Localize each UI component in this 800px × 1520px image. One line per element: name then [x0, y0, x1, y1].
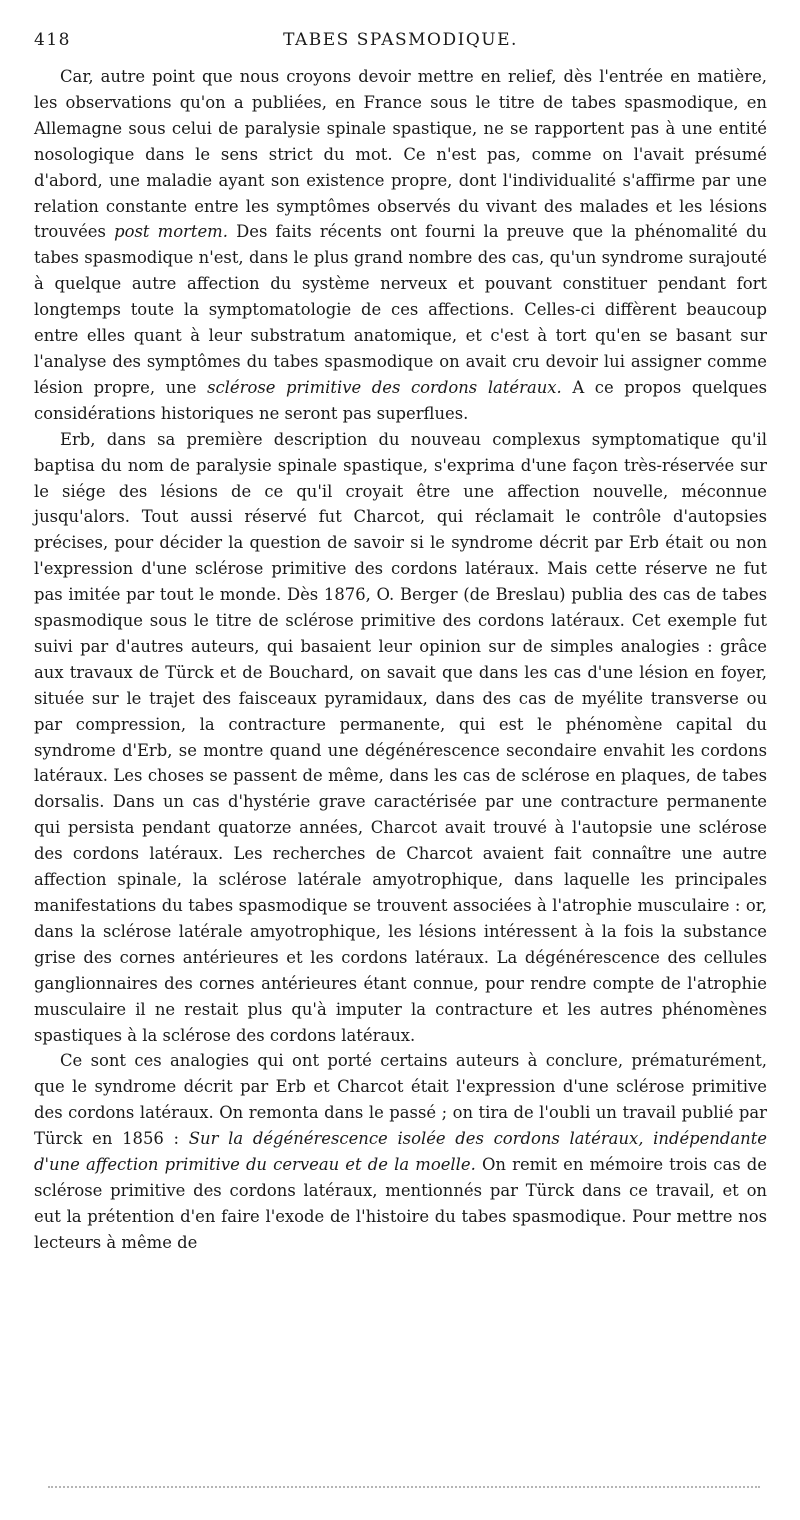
page-number: 418: [34, 30, 71, 50]
paragraph: [34, 427, 767, 1049]
paragraph: [34, 1048, 767, 1255]
page-bottom-rule: [48, 1486, 760, 1488]
page-header: [34, 22, 767, 52]
text-run: Car, autre point que nous croyons devoir mettre en relief, dès l'entrée en matière, les observations qu'on a publiées, en France sous le titre de tabes spasmodique, en Allemagne sous celui de paralysie spinale spastique, ne se rapportent pas à une entité nosologique dans le sens strict du mot. Ce n'est pas, comme on l'avait présumé d'abord, une maladie ayant son existence propre, dont l'individualité s'affirme par une relation constante entre les symptômes observés du vivant des malades et les lésions trouvées: [34, 67, 767, 242]
text-run: Des faits récents ont fourni la preuve que la phénomalité du tabes spasmodique n'est, dans le plus grand nombre des cas, qu'un syndrome surajouté à quelque autre affection du système nerveux et pouvant constituer pendant fort longtemps toute la symptomatologie de ces affections. Celles-ci diffèrent beaucoup entre elles quant à leur substratum anatomique, et c'est à tort qu'en se basant sur l'analyse des symptômes du tabes spasmodique on avait cru devoir lui assigner comme lésion propre, une: [34, 222, 767, 397]
text-run: Erb, dans sa première description du nouveau complexus symptomatique qu'il baptisa du nom de paralysie spinale spastique, s'exprima d'une façon très-réservée sur le siége des lésions de ce qu'il croyait être une affection nouvelle, méconnue jusqu'alors. Tout aussi réservé fut Charcot, qui réclamait le contrôle d'autopsies précises, pour décider la question de savoir si le syndrome décrit par Erb était ou non l'expression d'une sclérose primitive des cordons latéraux. Mais cette réserve ne fut pas imitée par tout le monde. Dès 1876, O. Berger (de Breslau) publia des cas de tabes spasmodique sous le titre de sclérose primitive des cordons latéraux. Cet exemple fut suivi par d'autres auteurs, qui basaient leur opinion sur de simples analogies : grâce aux travaux de Türck et de Bouchard, on savait que dans les cas d'une lésion en foyer, située sur le trajet des faisceaux pyramidaux, dans des cas de myélite transverse ou par compression, la contracture permanente, qui est le phénomène capital du syndrome d'Erb, se montre quand une dégénérescence secondaire envahit les cordons latéraux. Les choses se passent de même, dans les cas de sclérose en plaques, de tabes dorsalis. Dans un cas d'hystérie grave caractérisée par une contracture permanente qui persista pendant quatorze années, Charcot avait trouvé à l'autopsie une sclérose des cordons latéraux. Les recherches de Charcot avaient fait connaître une autre affection spinale, la sclérose latérale amyotrophique, dans laquelle les principales manifestations du tabes spasmodique se trouvent associées à l'atrophie musculaire : or, dans la sclérose latérale amyotrophique, les lésions intéressent à la fois la substance grise des cornes antérieures et les cordons latéraux. La dégénérescence des cellules ganglionnaires des cornes antérieures étant connue, pour rendre compte de l'atrophie musculaire il ne restait plus qu'à imputer la contracture et les autres phénomènes spastiques à la sclérose des cordons latéraux.: [34, 429, 767, 1045]
italic-run: post mortem.: [114, 222, 228, 242]
body-text: [34, 64, 767, 1256]
text-run: A ce propos quelques considérations historiques ne seront pas superflues.: [34, 377, 767, 423]
italic-run: sclérose primitive des cordons latéraux.: [207, 377, 562, 397]
book-page: [34, 22, 767, 1256]
italic-run: Sur la dégénérescence isolée des cordons latéraux, indépendante d'une affection primitive du cerveau et de la moelle.: [34, 1129, 768, 1175]
running-title: TABES SPASMODIQUE.: [283, 30, 518, 50]
text-run: On remit en mémoire trois cas de sclérose primitive des cordons latéraux, mentionnés par Türck dans ce travail, et on eut la prétention d'en faire l'exode de l'histoire du tabes spasmodique. Pour mettre nos lecteurs à même de: [34, 1155, 768, 1252]
paragraph: [34, 64, 767, 427]
text-run: Ce sont ces analogies qui ont porté certains auteurs à conclure, prématurément, que le syndrome décrit par Erb et Charcot était l'expression d'une sclérose primitive des cordons latéraux. On remonta dans le passé ; on tira de l'oubli un travail publié par Türck en 1856 :: [34, 1051, 767, 1149]
